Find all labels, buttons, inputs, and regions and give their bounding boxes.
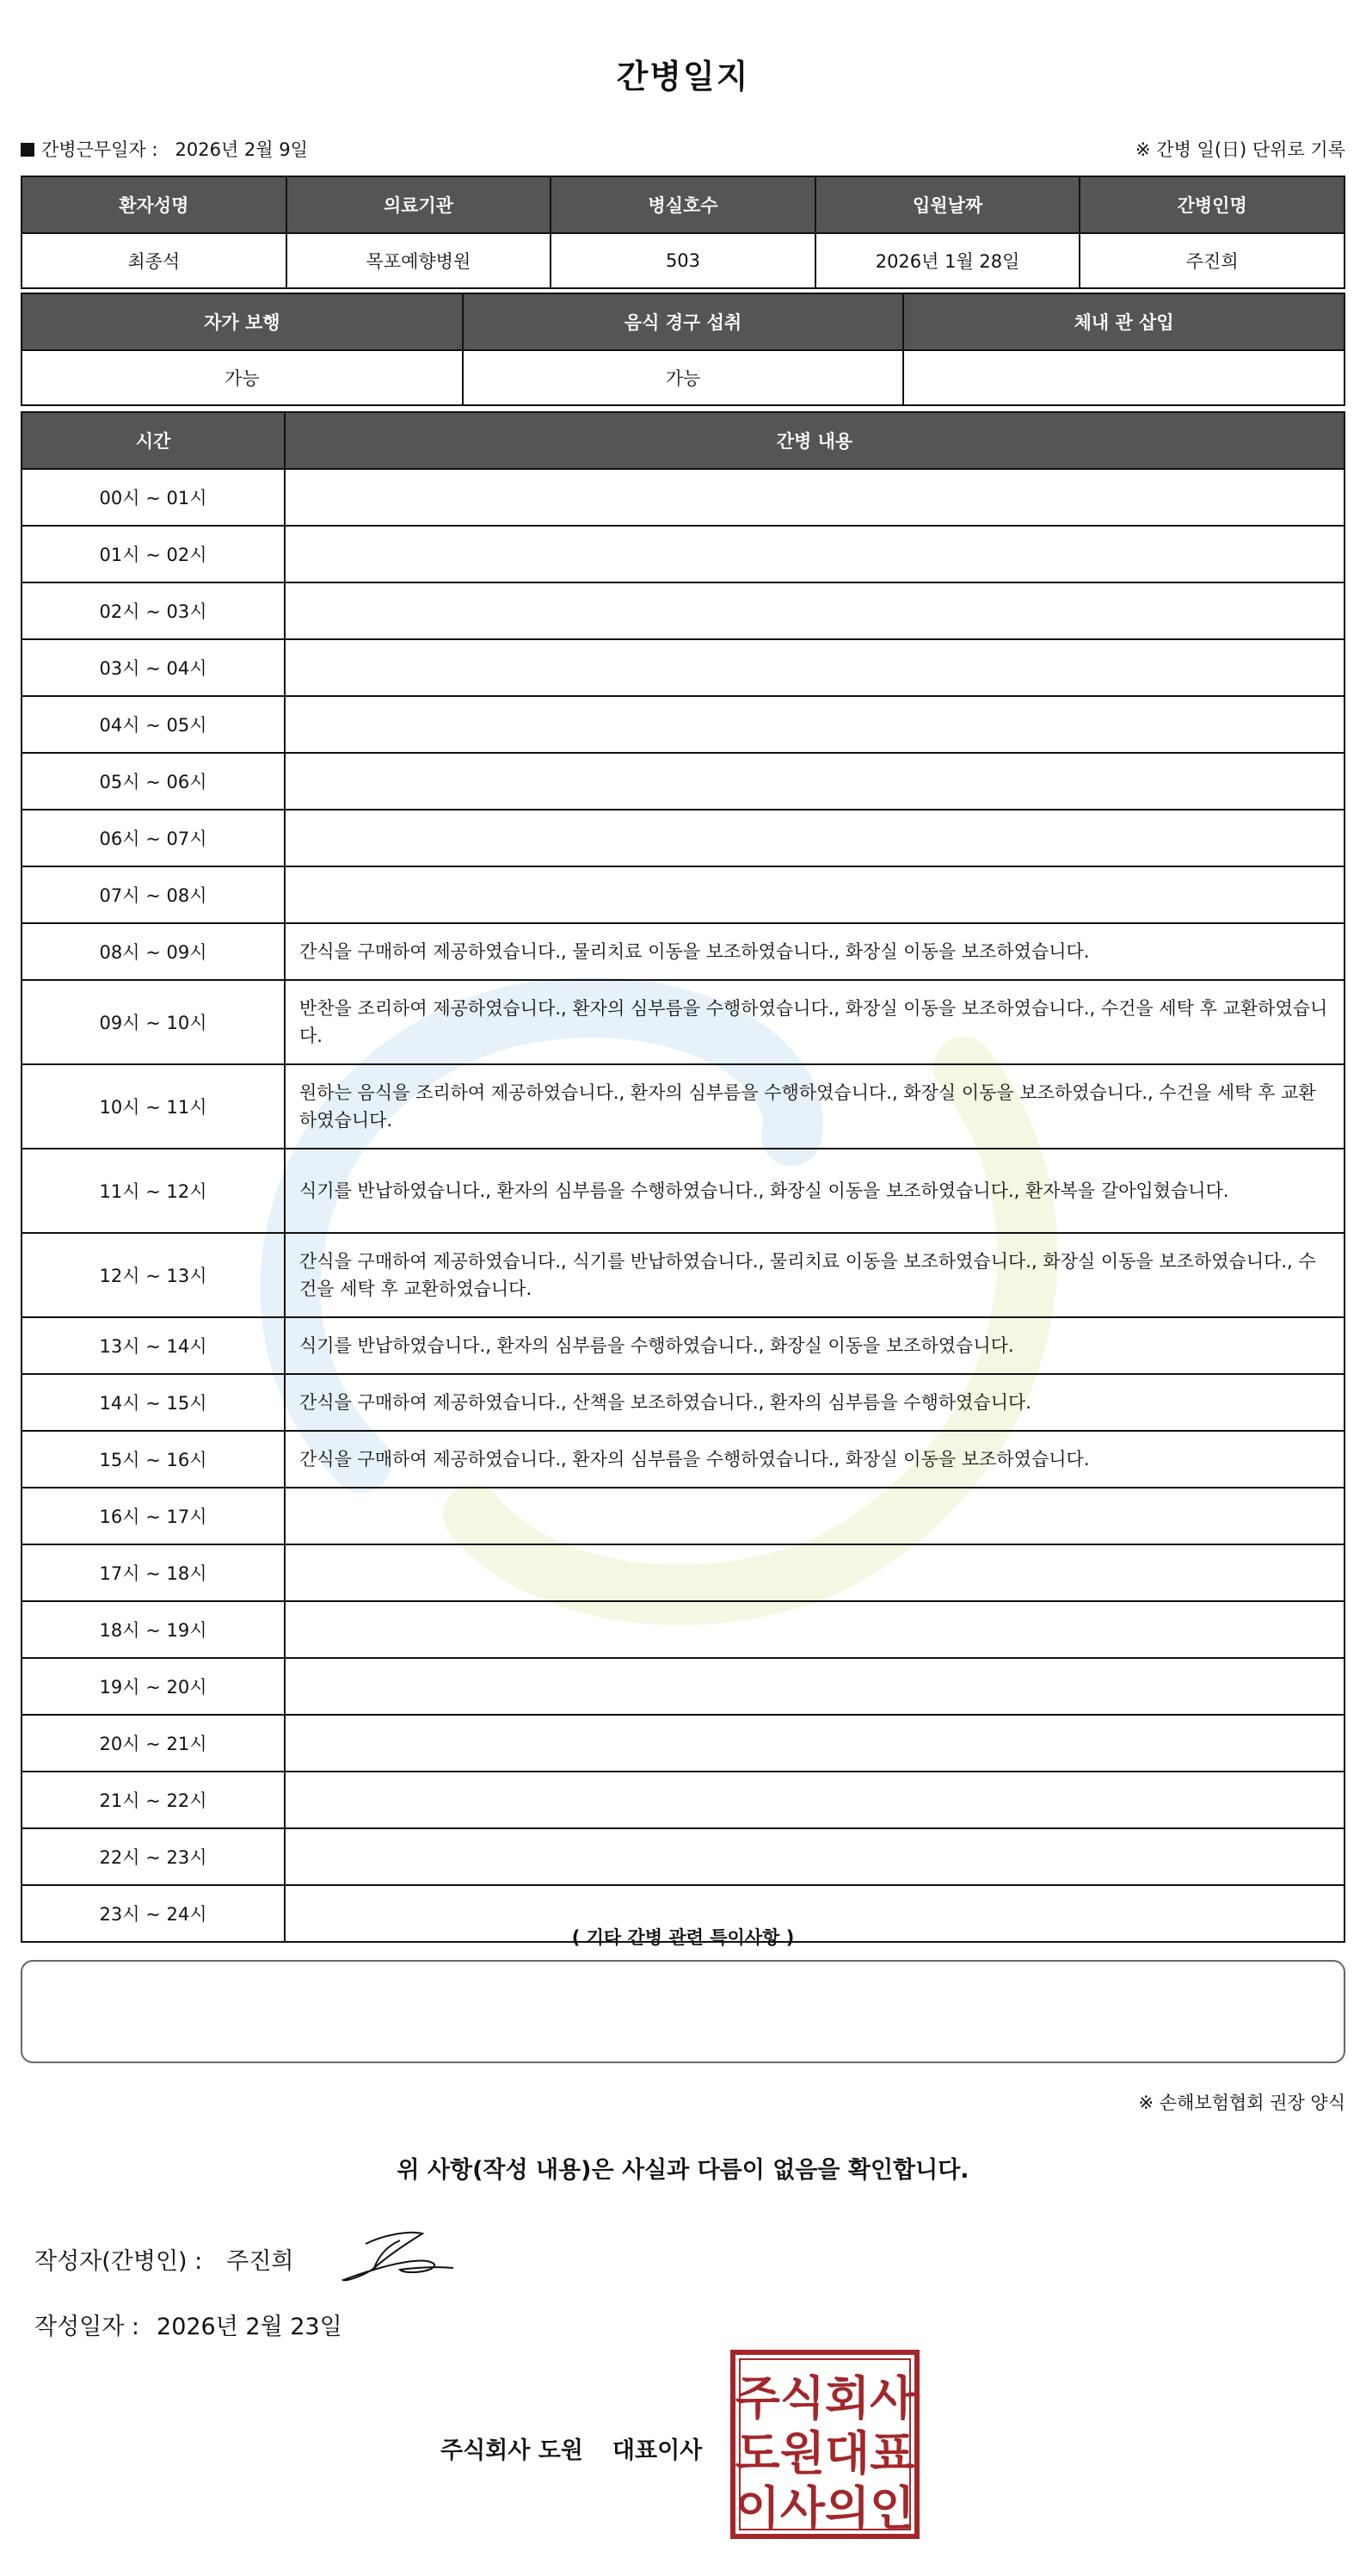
header-hospital: 의료기관 bbox=[286, 176, 551, 233]
care-content bbox=[285, 810, 1344, 866]
header-oral-intake: 음식 경구 섭취 bbox=[463, 293, 904, 350]
time-slot: 07시 ~ 08시 bbox=[22, 866, 285, 923]
writer-name: 주진희 bbox=[226, 2248, 294, 2275]
time-slot: 23시 ~ 24시 bbox=[22, 1885, 285, 1942]
work-date-value: 2026년 2월 9일 bbox=[175, 139, 308, 160]
patient-name: 최종석 bbox=[22, 233, 286, 288]
time-slot: 01시 ~ 02시 bbox=[22, 526, 285, 582]
table-row bbox=[22, 1544, 1344, 1601]
admission-date: 2026년 1월 28일 bbox=[815, 233, 1080, 288]
hospital-name: 목포예향병원 bbox=[286, 233, 551, 288]
self-walking-value: 가능 bbox=[22, 350, 463, 405]
care-content: 식기를 반납하였습니다., 환자의 심부름을 수행하였습니다., 화장실 이동을 보조하였습니다. bbox=[285, 1317, 1344, 1374]
time-slot: 10시 ~ 11시 bbox=[22, 1064, 285, 1149]
care-content bbox=[285, 526, 1344, 582]
care-content bbox=[285, 1601, 1344, 1658]
work-date-row bbox=[21, 136, 308, 162]
care-log-table bbox=[21, 411, 1345, 1943]
care-content bbox=[285, 1658, 1344, 1715]
time-slot: 17시 ~ 18시 bbox=[22, 1544, 285, 1601]
care-content bbox=[285, 1828, 1344, 1885]
header-tube-insertion: 체내 관 삽입 bbox=[903, 293, 1344, 350]
time-slot: 02시 ~ 03시 bbox=[22, 582, 285, 639]
time-slot: 09시 ~ 10시 bbox=[22, 980, 285, 1064]
table-row bbox=[22, 810, 1344, 866]
time-slot: 04시 ~ 05시 bbox=[22, 696, 285, 753]
care-content bbox=[285, 866, 1344, 923]
care-content bbox=[285, 1772, 1344, 1828]
care-content bbox=[285, 696, 1344, 753]
remarks-title: ( 기타 간병 관련 특이사항 ) bbox=[571, 1927, 795, 1948]
time-slot: 08시 ~ 09시 bbox=[22, 923, 285, 980]
care-content bbox=[285, 639, 1344, 696]
writer-row bbox=[34, 2242, 294, 2276]
written-date-row bbox=[34, 2308, 342, 2341]
table-row bbox=[22, 1715, 1344, 1772]
time-slot: 16시 ~ 17시 bbox=[22, 1488, 285, 1544]
care-content bbox=[285, 582, 1344, 639]
table-row bbox=[22, 582, 1344, 639]
representative-title: 대표이사 bbox=[612, 2437, 703, 2464]
table-row bbox=[22, 1772, 1344, 1828]
company-name: 주식회사 도원 bbox=[440, 2437, 583, 2464]
confirmation-statement: 위 사항(작성 내용)은 사실과 다름이 없음을 확인합니다. bbox=[397, 2157, 969, 2184]
company-signature-line bbox=[440, 2431, 702, 2465]
patient-status-table bbox=[21, 293, 1345, 406]
table-row bbox=[22, 1828, 1344, 1885]
oral-intake-value: 가능 bbox=[463, 350, 904, 405]
work-date-label: 간병근무일자 : bbox=[41, 139, 158, 160]
caregiver-name: 주진희 bbox=[1080, 233, 1344, 288]
written-date-label: 작성일자 : bbox=[34, 2314, 140, 2340]
care-content: 간식을 구매하여 제공하였습니다., 물리치료 이동을 보조하였습니다., 화장실 이동을 보조하였습니다. bbox=[285, 923, 1344, 980]
care-content: 식기를 반납하였습니다., 환자의 심부름을 수행하였습니다., 화장실 이동을 보조하였습니다., 환자복을 갈아입혔습니다. bbox=[285, 1149, 1344, 1233]
header-patient-name: 환자성명 bbox=[22, 176, 286, 233]
time-slot: 05시 ~ 06시 bbox=[22, 753, 285, 810]
handwritten-signature bbox=[340, 2220, 460, 2289]
table-row bbox=[22, 1064, 1344, 1149]
care-content: 반찬을 조리하여 제공하였습니다., 환자의 심부름을 수행하였습니다., 화장실 이동을 보조하였습니다., 수건을 세탁 후 교환하였습니다. bbox=[285, 980, 1344, 1064]
care-content: 간식을 구매하여 제공하였습니다., 산책을 보조하였습니다., 환자의 심부름을 수행하였습니다. bbox=[285, 1374, 1344, 1431]
seal-text-line: 주식회사 bbox=[735, 2371, 915, 2425]
time-slot: 14시 ~ 15시 bbox=[22, 1374, 285, 1431]
record-unit-note: ※ 간병 일(日) 단위로 기록 bbox=[1135, 139, 1345, 160]
time-slot: 21시 ~ 22시 bbox=[22, 1772, 285, 1828]
document-title: 간병일지 bbox=[616, 58, 750, 96]
care-content bbox=[285, 469, 1344, 526]
care-content bbox=[285, 1715, 1344, 1772]
recommended-form-note: ※ 손해보험협회 권장 양식 bbox=[1138, 2092, 1345, 2113]
time-slot: 20시 ~ 21시 bbox=[22, 1715, 285, 1772]
table-row bbox=[22, 639, 1344, 696]
time-slot: 22시 ~ 23시 bbox=[22, 1828, 285, 1885]
header-care-content: 간병 내용 bbox=[285, 412, 1344, 469]
care-content: 원하는 음식을 조리하여 제공하였습니다., 환자의 심부름을 수행하였습니다., 화장실 이동을 보조하였습니다., 수건을 세탁 후 교환하였습니다. bbox=[285, 1064, 1344, 1149]
table-row bbox=[22, 696, 1344, 753]
time-slot: 11시 ~ 12시 bbox=[22, 1149, 285, 1233]
time-slot: 12시 ~ 13시 bbox=[22, 1233, 285, 1317]
table-row bbox=[22, 1431, 1344, 1488]
remarks-text bbox=[22, 1962, 1344, 1989]
table-row bbox=[22, 1374, 1344, 1431]
time-slot: 13시 ~ 14시 bbox=[22, 1317, 285, 1374]
table-row bbox=[22, 469, 1344, 526]
company-seal-stamp bbox=[729, 2349, 920, 2540]
header-caregiver-name: 간병인명 bbox=[1080, 176, 1344, 233]
table-row bbox=[22, 1317, 1344, 1374]
time-slot: 15시 ~ 16시 bbox=[22, 1431, 285, 1488]
seal-text-line: 이사의인 bbox=[735, 2481, 915, 2536]
room-number: 503 bbox=[551, 233, 815, 288]
time-slot: 18시 ~ 19시 bbox=[22, 1601, 285, 1658]
table-row bbox=[22, 526, 1344, 582]
seal-text-line: 도원대표 bbox=[735, 2426, 915, 2480]
header-room-number: 병실호수 bbox=[551, 176, 815, 233]
written-date-value: 2026년 2월 23일 bbox=[157, 2314, 342, 2340]
table-row bbox=[22, 866, 1344, 923]
table-row bbox=[22, 1601, 1344, 1658]
patient-info-table bbox=[21, 176, 1345, 289]
table-row bbox=[22, 753, 1344, 810]
care-content: 간식을 구매하여 제공하였습니다., 식기를 반납하였습니다., 물리치료 이동을 보조하였습니다., 화장실 이동을 보조하였습니다., 수건을 세탁 후 교환하였습니다. bbox=[285, 1233, 1344, 1317]
care-content bbox=[285, 1488, 1344, 1544]
square-bullet-icon bbox=[21, 143, 34, 157]
table-row bbox=[22, 923, 1344, 980]
table-row bbox=[22, 980, 1344, 1064]
care-content: 간식을 구매하여 제공하였습니다., 환자의 심부름을 수행하였습니다., 화장실 이동을 보조하였습니다. bbox=[285, 1431, 1344, 1488]
time-slot: 03시 ~ 04시 bbox=[22, 639, 285, 696]
header-admission-date: 입원날짜 bbox=[815, 176, 1080, 233]
table-row bbox=[22, 1149, 1344, 1233]
time-slot: 00시 ~ 01시 bbox=[22, 469, 285, 526]
header-self-walking: 자가 보행 bbox=[22, 293, 463, 350]
time-slot: 06시 ~ 07시 bbox=[22, 810, 285, 866]
writer-label: 작성자(간병인) : bbox=[34, 2248, 203, 2275]
header-time: 시간 bbox=[22, 412, 285, 469]
table-row bbox=[22, 1658, 1344, 1715]
care-content bbox=[285, 1544, 1344, 1601]
tube-insertion-value bbox=[903, 350, 1344, 405]
table-row bbox=[22, 1233, 1344, 1317]
table-row bbox=[22, 1488, 1344, 1544]
time-slot: 19시 ~ 20시 bbox=[22, 1658, 285, 1715]
care-content bbox=[285, 753, 1344, 810]
remarks-box bbox=[21, 1960, 1345, 2063]
